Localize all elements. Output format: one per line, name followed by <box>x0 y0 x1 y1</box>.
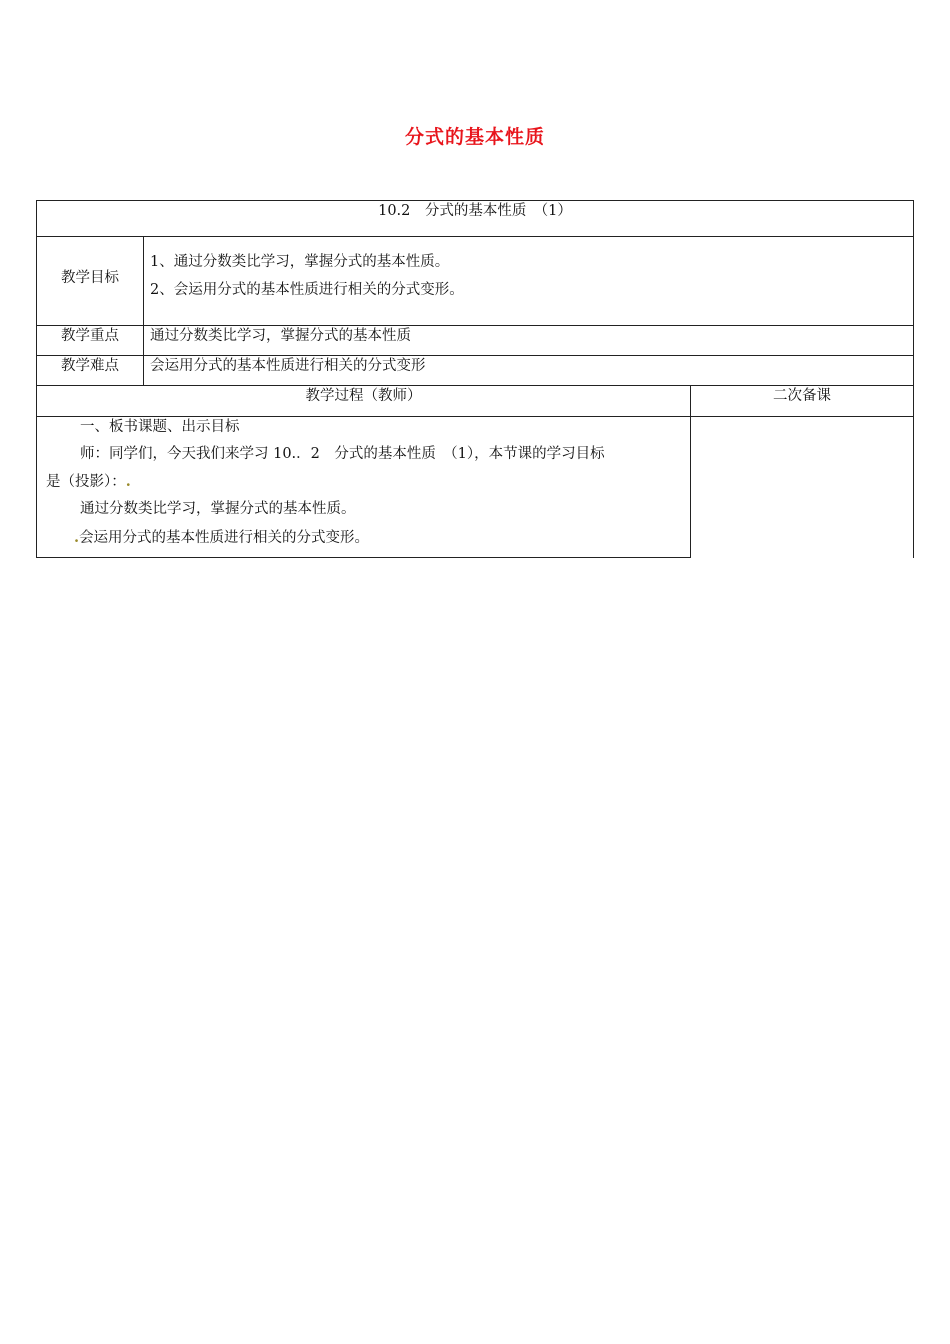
objectives-label: 教学目标 <box>61 270 119 286</box>
document-title: 分式的基本性质 <box>404 126 545 148</box>
process-line-4: 通过分数类比学习，掌握分式的基本性质。 <box>80 501 356 517</box>
process-line-5: .会运用分式的基本性质进行相关的分式变形。 <box>74 529 370 546</box>
mark-dot: . <box>125 473 131 490</box>
process-line-2: 师：同学们，今天我们来学习 10.．2 分式的基本性质 （1），本节课的学习目标 <box>80 446 605 462</box>
table-border-left <box>36 200 37 558</box>
objective-item-1: 1、通过分数类比学习，掌握分式的基本性质。 <box>150 254 450 270</box>
lesson-section-header: 10.2 分式的基本性质 （1） <box>378 203 572 219</box>
table-border-right <box>913 200 914 558</box>
second-prep-header: 二次备课 <box>773 388 831 404</box>
process-line-3: 是（投影）：. <box>46 473 131 490</box>
difficulties-text: 会运用分式的基本性质进行相关的分式变形 <box>150 358 426 374</box>
key-points-text: 通过分数类比学习，掌握分式的基本性质 <box>150 328 411 344</box>
objective-item-2: 2、会运用分式的基本性质进行相关的分式变形。 <box>150 282 464 298</box>
difficulties-label: 教学难点 <box>61 358 119 374</box>
prep-column-divider <box>690 385 691 558</box>
process-header: 教学过程（教师） <box>305 388 422 404</box>
mark-dot: . <box>74 529 80 546</box>
process-line-1: 一、板书课题、出示目标 <box>80 419 240 435</box>
table-border-bottom <box>36 557 690 558</box>
label-column-divider <box>143 236 144 386</box>
key-points-label: 教学重点 <box>61 328 119 344</box>
table-rule <box>36 236 914 237</box>
